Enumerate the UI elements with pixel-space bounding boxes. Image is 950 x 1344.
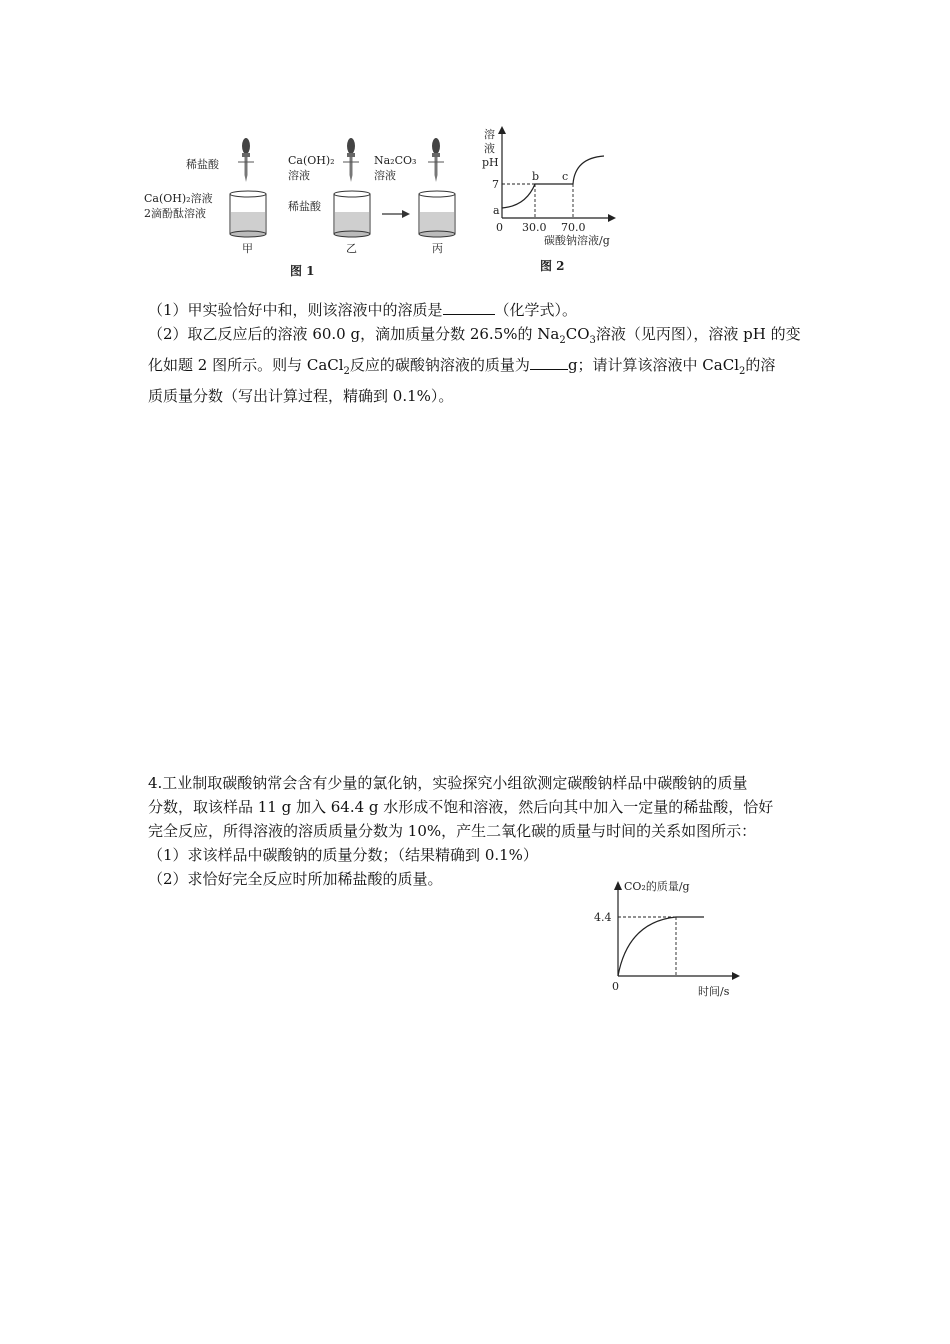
ph-curve — [502, 156, 604, 208]
figure-1-caption: 图 1 — [290, 264, 315, 278]
q3-part-2-line-2: 化如题 2 图所示。则与 CaCl$_2$反应的碳酸钠溶液的质量为 g；请计算该溶液中 CaCl$_2$的溶 — [148, 356, 776, 377]
ph-tick-30: 30.0 — [522, 221, 547, 234]
jia-dropper-label: 稀盐酸 — [186, 158, 219, 171]
co2-ylabel: CO₂的质量/g — [624, 880, 690, 893]
q3-part-2-line-1: （2）取乙反应后的溶液 60.0 g，滴加质量分数 26.5%的 $Na_2CO_3$溶液（见丙图），溶液 pH 的变 — [148, 325, 801, 346]
setup-jia — [144, 138, 266, 255]
jia-beaker-label-1: Ca(OH)₂溶液 — [144, 192, 213, 205]
answer-blank[interactable] — [530, 355, 568, 370]
figure-2-ph-graph — [478, 122, 638, 278]
q4-line-3: 完全反应，所得溶液的溶质质量分数为 10%，产生二氧化碳的质量与时间的关系如图所示： — [148, 822, 757, 840]
beaker-icon — [230, 191, 266, 237]
q4-line-1: 4.工业制取碳酸钠常会含有少量的氯化钠，实验探究小组欲测定碳酸钠样品中碳酸钠的质量 — [148, 774, 748, 792]
co2-xlabel: 时间/s — [698, 985, 730, 998]
answer-blank[interactable] — [443, 300, 495, 315]
ph-origin: 0 — [496, 221, 503, 234]
ph-point-b: b — [532, 170, 540, 183]
co2-origin: 0 — [612, 980, 619, 993]
figure-2-caption: 图 2 — [540, 259, 565, 273]
x-axis-arrow — [732, 972, 740, 980]
setup-yi — [288, 138, 370, 255]
ph-tick-70: 70.0 — [561, 221, 586, 234]
beaker-icon — [334, 191, 370, 237]
q3-part-1: （1）甲实验恰好中和，则该溶液中的溶质是 （化学式）。 — [148, 301, 578, 319]
y-axis-arrow — [498, 126, 506, 134]
figure-3-co2-graph — [588, 876, 748, 1000]
bing-name: 丙 — [432, 242, 443, 255]
jia-name: 甲 — [242, 242, 253, 255]
ph-ylabel-2: 液 — [484, 142, 495, 155]
yi-dropper-label-1: Ca(OH)₂ — [288, 154, 335, 167]
dropper-icon — [428, 138, 444, 182]
y-axis-arrow — [614, 881, 622, 890]
q4-part-1: （1）求该样品中碳酸钠的质量分数；（结果精确到 0.1%） — [148, 846, 538, 864]
ph-point-a: a — [493, 204, 500, 217]
ph-xlabel: 碳酸钠溶液/g — [544, 234, 610, 247]
question-4 — [148, 771, 808, 891]
yi-name: 乙 — [346, 242, 357, 255]
dropper-icon — [238, 138, 254, 182]
yi-dropper-label-2: 溶液 — [288, 169, 310, 182]
beaker-icon — [419, 191, 455, 237]
yi-beaker-label: 稀盐酸 — [288, 200, 321, 213]
co2-curve — [618, 917, 704, 976]
jia-beaker-label-2: 2滴酚酞溶液 — [144, 207, 206, 220]
bing-dropper-label-1: Na₂CO₃ — [374, 154, 417, 167]
ph-tick-7: 7 — [492, 178, 499, 191]
figure-1-apparatus — [140, 128, 470, 278]
dropper-icon — [343, 138, 359, 182]
ph-ylabel-1: 溶 — [484, 128, 495, 141]
ph-ylabel-3: pH — [482, 156, 499, 169]
arrow-right-icon — [382, 210, 410, 218]
q4-line-2: 分数，取该样品 11 g 加入 64.4 g 水形成不饱和溶液，然后向其中加入一定量的稀盐酸，恰好 — [148, 798, 774, 816]
setup-bing — [374, 138, 455, 255]
x-axis-arrow — [608, 214, 616, 222]
question-3 — [148, 298, 808, 408]
ph-point-c: c — [562, 170, 569, 183]
co2-tick-4-4: 4.4 — [594, 911, 612, 924]
bing-dropper-label-2: 溶液 — [374, 169, 396, 182]
q3-part-2-line-3: 质质量分数（写出计算过程，精确到 0.1%）。 — [148, 387, 454, 405]
q4-part-2: （2）求恰好完全反应时所加稀盐酸的质量。 — [148, 870, 443, 888]
